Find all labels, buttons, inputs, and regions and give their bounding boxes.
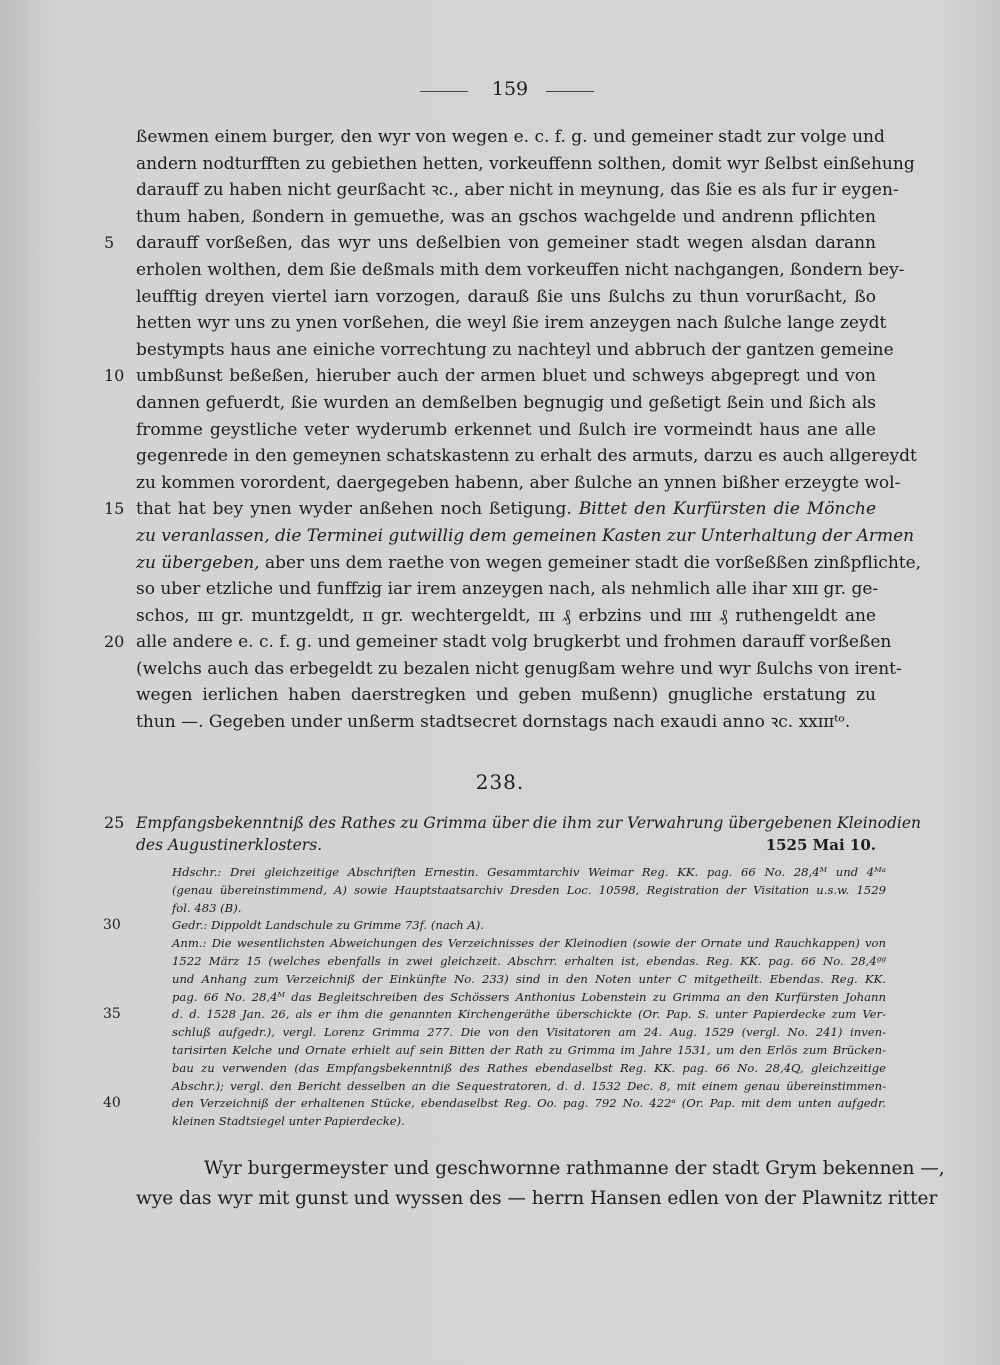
line-text: thun —. Gegeben under unßerm stadtsecret dornstags nach exaudi anno ꝛc. xxɪɪɪᵗᵒ.	[136, 712, 851, 733]
document-date: 1525 Mai 10.	[765, 836, 876, 854]
line-text: andern nodturfften zu gebiethen hetten, vorkeuffenn solthen, domit wyr ßelbst einßehung	[136, 153, 915, 174]
note-line	[172, 1060, 886, 1078]
text-line	[136, 470, 901, 497]
text-line	[136, 576, 879, 603]
text-line	[136, 284, 876, 311]
line-text: darauff vorßeßen, das wyr uns deßelbien von gemeiner stadt wegen alsdan darann	[136, 233, 876, 254]
line-text: bestympts haus ane einiche vorrechtung zu nachteyl und abbruch der gantzen gemeine	[136, 339, 894, 360]
note-line	[172, 882, 886, 900]
line-text: wegen ierlichen haben daerstregken und geben mußenn) gnugliche erstatung zu	[136, 685, 876, 706]
text-line	[136, 177, 899, 204]
page-header	[0, 78, 1000, 104]
heading-line	[136, 834, 876, 856]
note-text: Gedr.: Dippoldt Landschule zu Grimme 73f. (nach A).	[172, 918, 484, 933]
text-line	[136, 390, 876, 417]
document-number: 238.	[475, 770, 525, 794]
line-text: leufftig dreyen viertel iarn vorzogen, darauß ßie uns ßulchs zu thun vorurßacht, ßo	[136, 286, 876, 307]
note-line	[103, 917, 886, 935]
line-text: (welchs auch das erbegeldt zu bezalen nicht genugßam wehre und wyr ßulchs von irent-	[136, 658, 902, 679]
note-text: (genau übereinstimmend, A) sowie Hauptstaatsarchiv Dresden Loc. 10598, Registration der Visitation u.s.w. 1529	[172, 882, 886, 897]
note-line	[172, 864, 886, 882]
note-text: fol. 483 (B).	[172, 900, 242, 915]
header-rule-right	[546, 91, 594, 92]
heading-text: Empfangsbekenntniß des Rathes zu Grimma über die ihm zur Verwahrung übergebenen Kleinodien	[136, 814, 922, 832]
line-text: dannen gefuerdt, ßie wurden an demßelben begnugig und geßetigt ßein und ßich als	[136, 392, 876, 413]
line-text: alle andere e. c. f. g. und gemeiner stadt volg brugkerbt und frohmen darauff vorßeßen	[136, 632, 892, 653]
text-line	[136, 656, 902, 683]
line-text: umbßunst beßeßen, hieruber auch der armen bluet und schweys abgepregt und von	[136, 366, 876, 387]
text-line	[104, 496, 876, 523]
note-text: Anm.: Die wesentlichsten Abweichungen des Verzeichnisses der Kleinodien (sowie der Ornate und Rauchkappen) von	[172, 936, 886, 951]
line-text: that hat bey ynen wyder anßehen noch ßetigung.	[136, 499, 579, 520]
line-number: 10	[104, 366, 125, 386]
line-text: erholen wolthen, dem ßie deßmals mith dem vorkeuffen nicht nachgangen, ßondern bey-	[136, 259, 905, 280]
line-text: schos, ɪɪɪ gr. muntzgeldt, ɪɪ gr. wechtergeldt, ɪɪɪ ₰ erbzins und ɪɪɪɪ ₰ ruthengeldt ane	[136, 605, 876, 626]
note-text: 1522 März 15 (welches ebenfalls in zwei gleichzeit. Abschrr. erhalten ist, ebendas. Reg. KK. pag. 66 No. 28,4ᵍᵍ	[172, 953, 886, 968]
note-line	[103, 1095, 886, 1113]
line-text: hetten wyr uns zu ynen vorßehen, die weyl ßie irem anzeygen nach ßulche lange zeydt	[136, 313, 887, 334]
line-text: so uber etzliche und funffzig iar irem anzeygen nach, als nehmlich alle ihar xɪɪɪ gr. ge-	[136, 579, 879, 600]
editorial-summary: zu übergeben,	[136, 552, 260, 573]
note-line	[172, 971, 886, 989]
note-text: Abschr.); vergl. den Bericht desselben an die Sequestratoren, d. d. 1532 Dec. 8, mit einem genau übereinstimmen-	[172, 1078, 886, 1093]
line-number: 5	[104, 233, 115, 253]
editorial-summary: Bittet den Kurfürsten die Mönche	[578, 499, 876, 520]
note-line	[172, 900, 886, 918]
line-text: ßewmen einem burger, den wyr von wegen e. c. f. g. und gemeiner stadt zur volge und	[136, 127, 885, 147]
note-text: kleinen Stadtsiegel unter Papierdecke).	[172, 1114, 405, 1129]
line-text: thum haben, ßondern in gemuethe, was an gschos wachgelde und andrenn pflichten	[136, 206, 876, 227]
main-text	[104, 124, 922, 736]
note-line	[172, 1113, 886, 1131]
heading-line	[104, 812, 922, 834]
note-line	[172, 989, 886, 1007]
document-heading	[104, 812, 922, 856]
note-text: und Anhang zum Verzeichniß der Einkünfte No. 233) sind in den Noten unter C mitgetheilt. Ebendas. Reg. KK.	[172, 971, 886, 986]
note-text: d. d. 1528 Jan. 26, als er ihm die genannten Kirchengeräthe überschickte (Or. Pap. S. unter Papierdecke zum Ver-	[172, 1007, 886, 1022]
text-line	[136, 709, 876, 736]
text-line	[136, 337, 894, 364]
line-number: 35	[103, 1006, 121, 1023]
line-number: 25	[104, 813, 125, 832]
note-text: tarisirten Kelche und Ornate erhielt auf sein Bitten der Rath zu Grimma im Jahre 1531, um den Erlös zum Brücken-	[172, 1042, 886, 1057]
line-text: fromme geystliche veter wyderumb erkennet und ßulch ire vormeindt haus ane alle	[136, 419, 876, 440]
text-line	[104, 230, 876, 257]
text-line	[136, 124, 885, 151]
line-text: gegenrede in den gemeynen schatskastenn zu erhalt des armuts, darzu es auch allgereydt	[136, 446, 917, 467]
charter-text	[136, 1154, 945, 1214]
note-line	[172, 1078, 886, 1096]
note-line	[172, 1042, 886, 1060]
line-number: 15	[104, 499, 125, 519]
note-line	[103, 1006, 886, 1024]
editorial-summary: zu veranlassen, die Terminei gutwillig dem gemeinen Kasten zur Unterhaltung der Armen	[136, 525, 915, 546]
note-text: Hdschr.: Drei gleichzeitige Abschriften Ernestin. Gesammtarchiv Weimar Reg. KK. pag. 66 No. 28,4ᴹ und 4ᴹᵃ	[172, 865, 886, 879]
text-line	[136, 204, 876, 231]
line-text: zu kommen vorordent, daergegeben habenn, aber ßulche an ynnen bißher erzeygte wol-	[136, 472, 901, 493]
text-line	[136, 443, 917, 470]
note-line	[172, 1024, 886, 1042]
note-line	[172, 935, 886, 953]
note-text: den Verzeichniß der erhaltenen Stücke, ebendaselbst Reg. Oo. pag. 792 No. 422ᵃ (Or. Pap. mit dem unten aufgedr.	[172, 1096, 886, 1111]
note-text: bau zu verwenden (das Empfangsbekenntniß des Rathes ebendaselbst Reg. KK. pag. 66 No. 28,4Q, gleichzeitige	[172, 1060, 886, 1075]
note-text: pag. 66 No. 28,4ᴹ das Begleitschreiben des Schössers Anthonius Lobenstein zu Grimma an den Kurfürsten Johann	[172, 989, 886, 1004]
text-line	[136, 682, 876, 709]
charter-line: Wyr burgermeyster und geschwornne rathmanne der stadt Grym bekennen —,	[204, 1158, 945, 1179]
note-line	[172, 953, 886, 971]
note-text: schluß aufgedr.), vergl. Lorenz Grimma 277. Die von den Visitatoren am 24. Aug. 1529 (vergl. No. 241) inven-	[172, 1025, 886, 1040]
line-number: 30	[103, 917, 121, 934]
heading-text: des Augustinerklosters.	[136, 836, 323, 854]
line-number: 40	[103, 1095, 121, 1112]
text-line	[136, 603, 876, 630]
text-line	[136, 550, 922, 577]
line-text: darauff zu haben nicht geurßacht ꝛc., aber nicht in meynung, das ßie es als fur ir eygen-	[136, 180, 899, 201]
text-line	[136, 310, 887, 337]
page-number: 159	[491, 78, 529, 100]
text-line	[104, 363, 876, 390]
line-text: aber uns dem raethe von wegen gemeiner stadt die vorßeßßen zinßpflichte,	[259, 552, 922, 573]
source-notes	[103, 864, 886, 1131]
charter-line: wye das wyr mit gunst und wyssen des — herrn Hansen edlen von der Plawnitz ritter	[136, 1188, 938, 1209]
header-rule-left	[420, 91, 468, 92]
text-line	[136, 417, 876, 444]
text-line	[104, 629, 892, 656]
text-line	[136, 257, 905, 284]
text-line	[136, 151, 915, 178]
line-number: 20	[104, 632, 125, 652]
text-line	[136, 523, 915, 550]
